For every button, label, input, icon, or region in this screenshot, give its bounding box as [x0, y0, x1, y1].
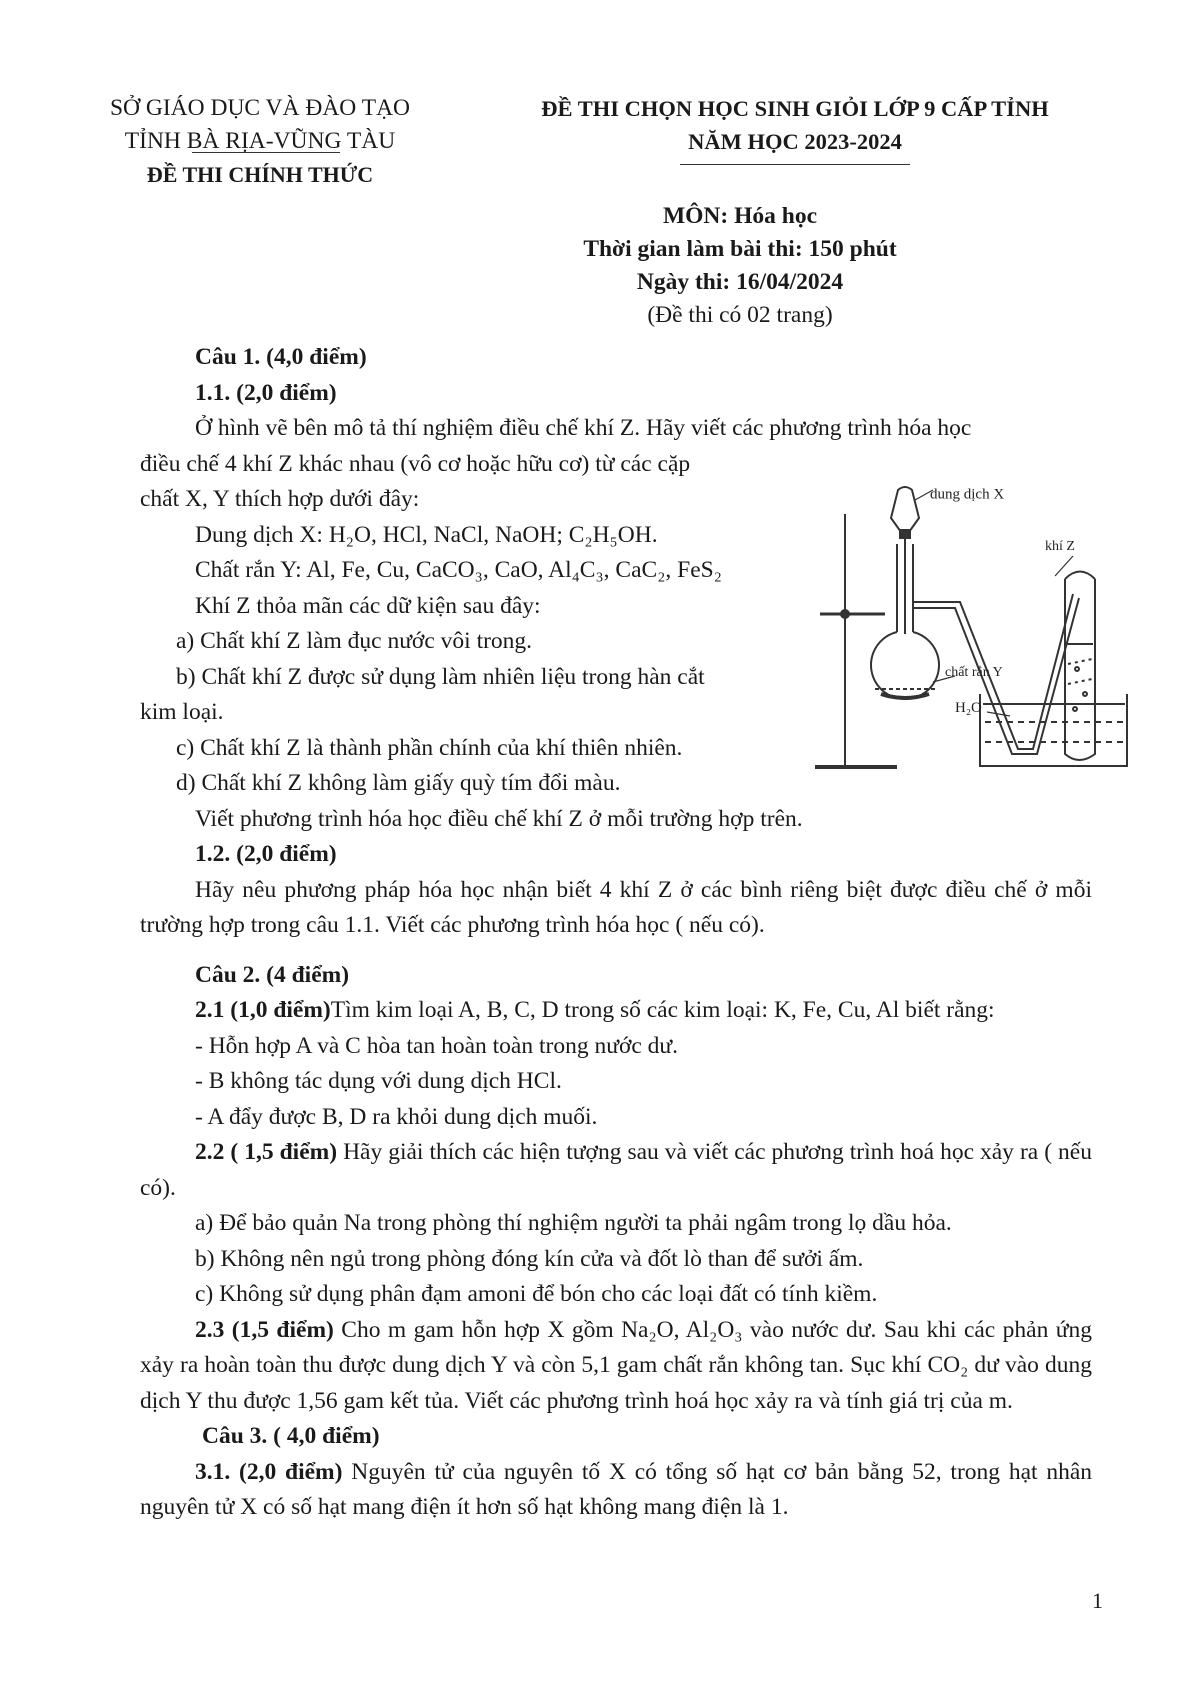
- part-2-1-line1: - Hỗn hợp A và C hòa tan hoàn toàn trong nước dư.: [195, 1032, 679, 1059]
- part-2-1: [140, 993, 1092, 1029]
- province-name: TỈNH BÀ RỊA-VŨNG TÀU: [124, 128, 396, 154]
- part-2-3: [140, 1313, 1092, 1420]
- label-solution-x: dung dịch X: [930, 486, 1005, 503]
- condition-a: a) Chất khí Z làm đục nước vôi trong.: [176, 628, 533, 654]
- label-water: H₂O: [955, 700, 982, 716]
- gas-z-condition: Khí Z thỏa mãn các dữ kiện sau đây:: [195, 592, 541, 619]
- school-year: NĂM HỌC 2023-2024: [688, 129, 902, 154]
- exam-title: ĐỀ THI CHỌN HỌC SINH GIỎI LỚP 9 CẤP TỈNH: [541, 96, 1049, 121]
- header-right: [440, 92, 1150, 165]
- part-2-2-text: Hãy giải thích các hiện tượng sau và viết các phương trình hoá học xảy ra ( nếu có).: [140, 1139, 1092, 1201]
- label-gas-z: khí Z: [1045, 539, 1075, 554]
- subject-block: [520, 200, 960, 332]
- department-name: SỞ GIÁO DỤC VÀ ĐÀO TẠO: [109, 95, 411, 121]
- duration: Thời gian làm bài thi: 150 phút: [583, 236, 897, 262]
- part-2-3-title: 2.3 (1,5 điểm): [195, 1316, 334, 1343]
- condition-c: c) Chất khí Z là thành phần chính của khí thiên nhiên.: [176, 734, 683, 761]
- question-3-title: Câu 3. ( 4,0 điểm): [202, 1423, 380, 1449]
- condition-b: b) Chất khí Z được sử dụng làm nhiên liệu trong hàn cắt: [176, 663, 705, 690]
- condition-d: d) Chất khí Z không làm giấy quỳ tím đổi màu.: [176, 770, 621, 796]
- official-label: ĐỀ THI CHÍNH THỨC: [146, 162, 374, 187]
- part-1-1-line1: Ở hình vẽ bên mô tả thí nghiệm điều chế khí Z. Hãy viết các phương trình hóa học: [195, 415, 972, 441]
- part-2-2: [140, 1135, 1092, 1206]
- page-count: (Đề thi có 02 trang): [647, 302, 833, 328]
- part-2-1-line2: - B không tác dụng với dung dịch HCl.: [195, 1068, 562, 1094]
- part-2-1-line3: - A đẩy được B, D ra khỏi dung dịch muối.: [195, 1103, 598, 1130]
- part-1-1-line2: điều chế 4 khí Z khác nhau (vô cơ hoặc hữu cơ) từ các cặp: [140, 450, 691, 477]
- title-divider: [680, 164, 910, 165]
- condition-b-cont: kim loại.: [140, 699, 224, 725]
- page-number: 1: [1092, 1588, 1103, 1613]
- part-2-2-c: c) Không sử dụng phân đạm amoni để bón cho các loại đất có tính kiềm.: [195, 1281, 878, 1307]
- part-2-2-title: 2.2 ( 1,5 điểm): [195, 1139, 338, 1165]
- header-underline: [192, 152, 340, 153]
- apparatus-diagram: [805, 484, 1137, 774]
- solution-x-list: H₂O, HCl, NaCl, NaOH; C₂H₅OH.: [328, 521, 658, 548]
- part-2-3-text: Cho m gam hỗn hợp X gồm Na₂O, Al₂O₃ vào nước dư. Sau khi các phản ứng xảy ra hoàn toàn thu được dung dịch Y và còn 5,1 gam chất rắn không tan. Sục khí CO₂ dư vào dung dịch Y thu được 1,56 gam kết tủa. Viết các phương trình hoá học xảy ra và tính giá trị của m.: [140, 1316, 1092, 1414]
- question-1-title: Câu 1. (4,0 điểm): [195, 344, 367, 370]
- solid-y-label: Chất rắn Y:: [195, 557, 302, 583]
- clamp-knob: [841, 610, 849, 618]
- part-2-2-a: a) Để bảo quản Na trong phòng thí nghiệm người ta phải ngâm trong lọ dầu hỏa.: [195, 1210, 952, 1236]
- question-2-title: Câu 2. (4 điểm): [195, 961, 350, 988]
- part-1-2-text: Hãy nêu phương pháp hóa học nhận biết 4 khí Z ở các bình riêng biệt được điều chế ở mỗi trường hợp trong câu 1.1. Viết các phương trình hóa học ( nếu có).: [140, 876, 1092, 938]
- part-1-1-instruction: Viết phương trình hóa học điều chế khí Z ở mỗi trường hợp trên.: [195, 805, 803, 832]
- solid-y-list: Al, Fe, Cu, CaCO₃, CaO, Al₄C₃, CaC₂, FeS₂: [306, 557, 722, 583]
- part-2-1-title: 2.1 (1,0 điểm): [195, 997, 331, 1023]
- part-3-1-title: 3.1. (2,0 điểm): [195, 1458, 343, 1485]
- solid-y: [881, 694, 929, 698]
- part-2-2-b: b) Không nên ngủ trong phòng đóng kín cửa và đốt lò than để sưởi ấm.: [195, 1245, 864, 1272]
- part-3-1: [140, 1455, 1092, 1526]
- part-1-2-title: 1.2. (2,0 điểm): [195, 841, 337, 867]
- subject: MÔN: Hóa học: [662, 203, 818, 229]
- solution-x-label: Dung dịch X:: [195, 521, 323, 548]
- part-2-1-text: Tìm kim loại A, B, C, D trong số các kim loại: K, Fe, Cu, Al biết rằng:: [330, 997, 995, 1023]
- dropping-funnel: [891, 487, 919, 532]
- part-1-1-title: 1.1. (2,0 điểm): [195, 379, 337, 406]
- header-left: [95, 92, 425, 191]
- part-1-1-line3: chất X, Y thích hợp dưới đây:: [140, 486, 420, 512]
- part-3-1-text: Nguyên tử của nguyên tố X có tổng số hạt cơ bản bằng 52, trong hạt nhân nguyên tử X có số hạt mang điện ít hơn số hạt không mang điện là 1.: [140, 1458, 1092, 1520]
- exam-date: Ngày thi: 16/04/2024: [636, 269, 844, 295]
- label-solid-y: chất rắn Y: [945, 665, 1003, 680]
